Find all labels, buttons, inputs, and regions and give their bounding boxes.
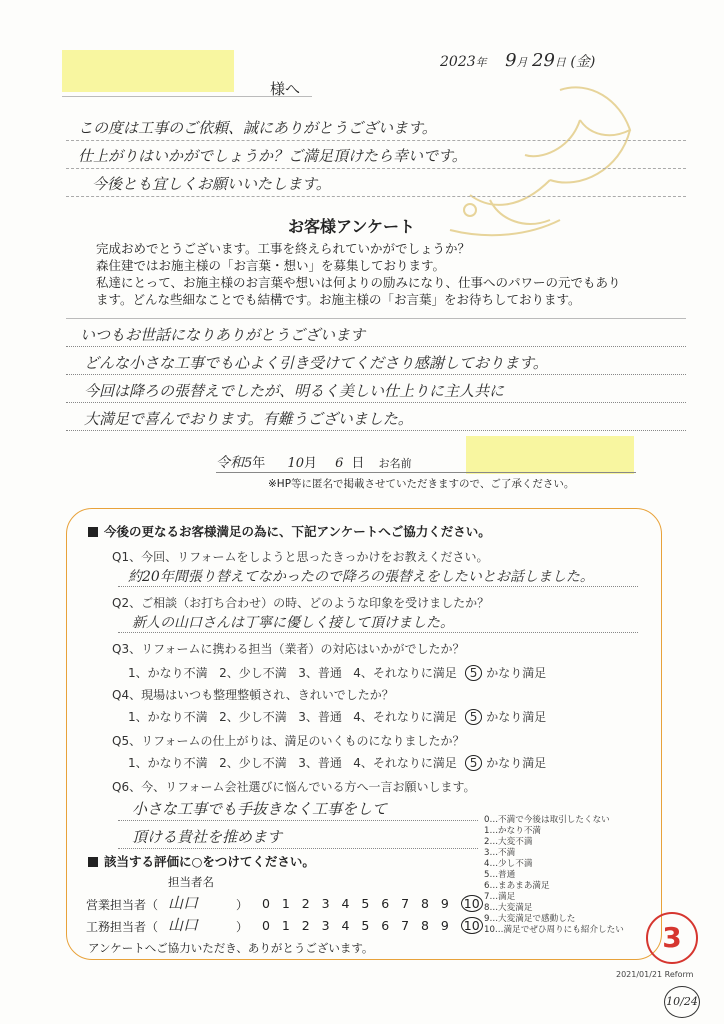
section1-title: 今後の更なるお客様満足の為に、下記アンケートへご協力ください。 — [88, 522, 491, 540]
sales-label: 営業担当者（ — [86, 898, 159, 912]
q6-answer-line-1: 小さな工事でも手抜きなく工事をして — [132, 800, 388, 818]
message-line-3: 今後とも宜しくお願いいたします。 — [92, 175, 331, 193]
message-line-2: 仕上がりはいかがでしょうか？ご満足頂けたら幸いです。 — [78, 147, 467, 165]
signer-name-redacted — [466, 436, 634, 474]
intro-line-3: 私達にとって、お施主様のお言葉や想いは何よりの励みになり、仕事へのパワーの元でもあり — [96, 275, 621, 290]
q2-text: Q2、ご相談（お打ち合わせ）の時、どのような印象を受けましたか？ — [112, 596, 490, 610]
q6-text: Q6、今、リフォーム会社選びに悩んでいる方へ一言お願いします。 — [112, 780, 476, 794]
q5-text: Q5、リフォームの仕上がりは、満足のいくものになりましたか？ — [112, 734, 465, 748]
recipient-name-redacted — [62, 50, 234, 92]
intro-line-2: 森住建ではお施主様の「お言葉・想い」を募集しております。 — [96, 258, 446, 273]
q5-options: 1、かなり不満 2、少し不満 3、普通 4、それなりに満足 5 かなり満足 — [128, 756, 547, 770]
rating-legend: 0…不満で今後は取引したくない 1…かなり不満 2…大変不満 3…不満 4…少し不満 5…普通 6…まあまあ満足 7…満足 8…大変満足 9…大変満足で感動した 10…満足でぜひ周りにも紹介したい — [484, 815, 624, 935]
staff-header: 担当者名 — [168, 875, 214, 889]
works-name: 山口 — [168, 916, 199, 934]
notice: ※HP等に匿名で掲載させていただきますので、ご了承ください。 — [268, 478, 575, 490]
section2-title: 該当する評価に○をつけてください。 — [88, 852, 315, 870]
works-label: 工務担当者（ — [86, 920, 159, 934]
message-line-1: この度は工事のご依頼、誠にありがとうございます。 — [78, 119, 437, 137]
sales-name: 山口 — [168, 894, 199, 912]
comment-line-1: いつもお世話になりありがとうございます — [80, 326, 366, 344]
q3-options: 1、かなり不満 2、少し不満 3、普通 4、それなりに満足 5 かなり満足 — [128, 666, 547, 680]
q2-answer: 新人の山口さんは丁寧に優しく接して頂けました。 — [132, 615, 454, 631]
comment-line-4: 大満足で喜んでおります。有難うございました。 — [84, 410, 413, 428]
q4-options: 1、かなり不満 2、少し不満 3、普通 4、それなりに満足 5 かなり満足 — [128, 710, 547, 724]
red-circle-mark: 3 — [646, 912, 698, 964]
survey-title: お客様アンケート — [288, 217, 416, 236]
date: 2023年 9月 29日 (金) — [440, 50, 596, 71]
q4-text: Q4、現場はいつも整理整頓され、きれいでしたか？ — [112, 688, 394, 702]
q1-answer: 約20年間張り替えてなかったので降ろの張替えをしたいとお話しました。 — [128, 569, 594, 585]
sign-date: 令和5年 10月 6 日 お名前 — [216, 455, 412, 471]
q1-text: Q1、今回、リフォームをしようと思ったきっかけをお教えください。 — [112, 550, 489, 564]
sales-scale: 0 1 2 3 4 5 6 7 8 9 10 — [262, 896, 483, 911]
footer-code: 2021/01/21 Reform — [616, 970, 694, 979]
q3-text: Q3、リフォームに携わる担当（業者）の対応はいかがでしたか？ — [112, 642, 465, 656]
comment-line-3: 今回は降ろの張替えでしたが、明るく美しい仕上りに主人共に — [84, 382, 505, 400]
page-mark: 10/24 — [664, 986, 700, 1018]
intro-line-1: 完成おめでとうございます。工事を終えられていかがでしょうか？ — [96, 241, 471, 256]
thanks-text: アンケートへご協力いただき、ありがとうございます。 — [88, 941, 374, 955]
q6-answer-line-2: 頂ける貴社を推めます — [132, 828, 283, 846]
comment-line-2: どんな小さな工事でも心よく引き受けてくださり感謝しております。 — [84, 354, 548, 372]
recipient-suffix: 様へ — [270, 80, 301, 98]
works-scale: 0 1 2 3 4 5 6 7 8 9 10 — [262, 918, 483, 933]
intro-line-4: ます。どんな些細なことでも結構です。お施主様の「お言葉」をお待ちしております。 — [96, 292, 581, 307]
